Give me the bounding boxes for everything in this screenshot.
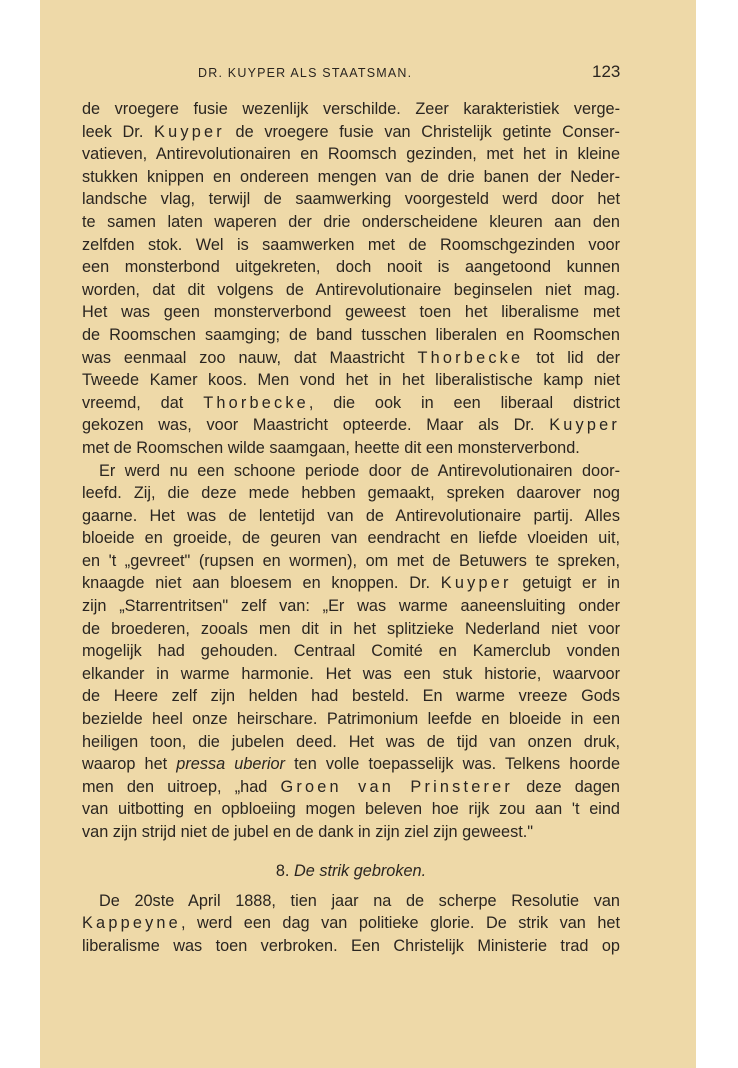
text-line: de Heere zelf zijn helden had besteld. En warme vreeze Gods bbox=[82, 687, 620, 706]
text-line: stukken knippen en ondereen mengen van de drie banen der Neder- bbox=[82, 167, 620, 186]
text-line: zelfden stok. Wel is saamwerken met de Roomschgezinden voor bbox=[82, 235, 620, 254]
page-header bbox=[40, 64, 696, 84]
text-line: waarop het pressa uberior ten volle toepasselijk was. Telkens hoorde bbox=[82, 755, 620, 774]
text-line: van uitbotting en opbloeiing mogen beleven hoe rijk zou aan 't eind bbox=[82, 800, 620, 819]
text-line: vreemd, dat Thorbecke, die ook in een liberaal district bbox=[82, 393, 620, 412]
text-line: een monsterbond uitgekreten, doch nooit is aangetoond kunnen bbox=[82, 258, 620, 277]
page-number: 123 bbox=[592, 62, 621, 81]
text-line: gekozen was, voor Maastricht opteerde. Maar als Dr. Kuyper bbox=[82, 416, 620, 435]
text-line: knaagde niet aan bloesem en knoppen. Dr. Kuyper getuigt er in bbox=[82, 574, 620, 593]
text-line: zijn „Starrentritsen" zelf van: „Er was warme aaneensluiting onder bbox=[82, 597, 620, 616]
section-heading bbox=[82, 860, 620, 884]
text-line: de Roomschen saamging; de band tusschen liberalen en Roomschen bbox=[82, 325, 620, 344]
text-line: de broederen, zooals men dit in het splitzieke Nederland niet voor bbox=[82, 619, 620, 638]
text-line: was eenmaal zoo nauw, dat Maastricht Thorbecke tot lid der bbox=[82, 348, 620, 367]
text-line: te samen laten waperen der drie onderscheidene kleuren aan den bbox=[82, 212, 620, 231]
running-title: DR. KUYPER ALS STAATSMAN. bbox=[198, 66, 413, 80]
text-line: mogelijk had gehouden. Centraal Comité en Kamerclub vonden bbox=[82, 642, 620, 661]
text-line: bloeide en groeide, de geuren van eendracht en liefde vloeiden uit, bbox=[82, 529, 620, 548]
spaced-name: Kuyper bbox=[154, 122, 225, 141]
spaced-name: Groen van Prinsterer bbox=[280, 777, 513, 796]
text-line: leek Dr. Kuyper de vroegere fusie van Christelijk getinte Conser- bbox=[82, 122, 620, 141]
book-page bbox=[40, 0, 696, 1068]
text-line: Het was geen monsterverbond geweest toen het liberalisme met bbox=[82, 303, 620, 322]
text-line: landsche vlag, terwijl de saamwerking voorgesteld werd door het bbox=[82, 190, 620, 209]
spaced-name: Thorbecke bbox=[417, 348, 524, 367]
section-title: De strik gebroken. bbox=[294, 861, 427, 880]
spaced-name: Kappeyne bbox=[82, 914, 181, 933]
text-line: gaarne. Het was de lentetijd van de Antirevolutionaire partij. Alles bbox=[82, 506, 620, 525]
text-line: Er werd nu een schoone periode door de Antirevolutionairen door- bbox=[99, 461, 620, 480]
text-line: worden, dat dit volgens de Antirevolutionaire beginselen niet mag. bbox=[82, 280, 620, 299]
body-text bbox=[82, 98, 620, 957]
text-line: leefd. Zij, die deze mede hebben gemaakt, spreken daarover nog bbox=[82, 484, 620, 503]
text-line: vatieven, Antirevolutionairen en Roomsch gezinden, met het in kleine bbox=[82, 145, 620, 164]
spaced-name: Kuyper bbox=[440, 574, 512, 593]
text-line: heiligen toon, die jubelen deed. Het was de tijd van onzen druk, bbox=[82, 732, 620, 751]
text-line: De 20ste April 1888, tien jaar na de scherpe Resolutie van bbox=[99, 891, 620, 910]
spaced-name: Thorbecke bbox=[203, 393, 309, 412]
text-line: bezielde heel onze heirschare. Patrimonium leefde en bloeide in een bbox=[82, 710, 620, 729]
text-line: liberalisme was toen verbroken. Een Christelijk Ministerie trad op bbox=[82, 936, 620, 955]
text-line: men den uitroep, „had Groen van Prinsterer deze dagen bbox=[82, 777, 620, 796]
text-line: Kappeyne, werd een dag van politieke glorie. De strik van het bbox=[82, 914, 620, 933]
text-line: met de Roomschen wilde saamgaan, heette dit een monsterverbond. bbox=[82, 438, 580, 457]
spaced-name: Kuyper bbox=[549, 416, 620, 435]
text-line: elkander in warme harmonie. Het was een stuk historie, waarvoor bbox=[82, 664, 620, 683]
text-line: van zijn strijd niet de jubel en de dank in zijn ziel zijn geweest." bbox=[82, 823, 534, 841]
text-line: Tweede Kamer koos. Men vond het in het liberalistische kamp niet bbox=[82, 371, 620, 390]
text-line: de vroegere fusie wezenlijk verschilde. Zeer karakteristiek verge- bbox=[82, 100, 620, 118]
text-line: en 't „gevreet" (rupsen en wormen), om met de Betuwers te spreken, bbox=[82, 551, 620, 570]
latin-phrase: pressa uberior bbox=[176, 755, 285, 774]
section-number: 8. bbox=[275, 861, 290, 880]
